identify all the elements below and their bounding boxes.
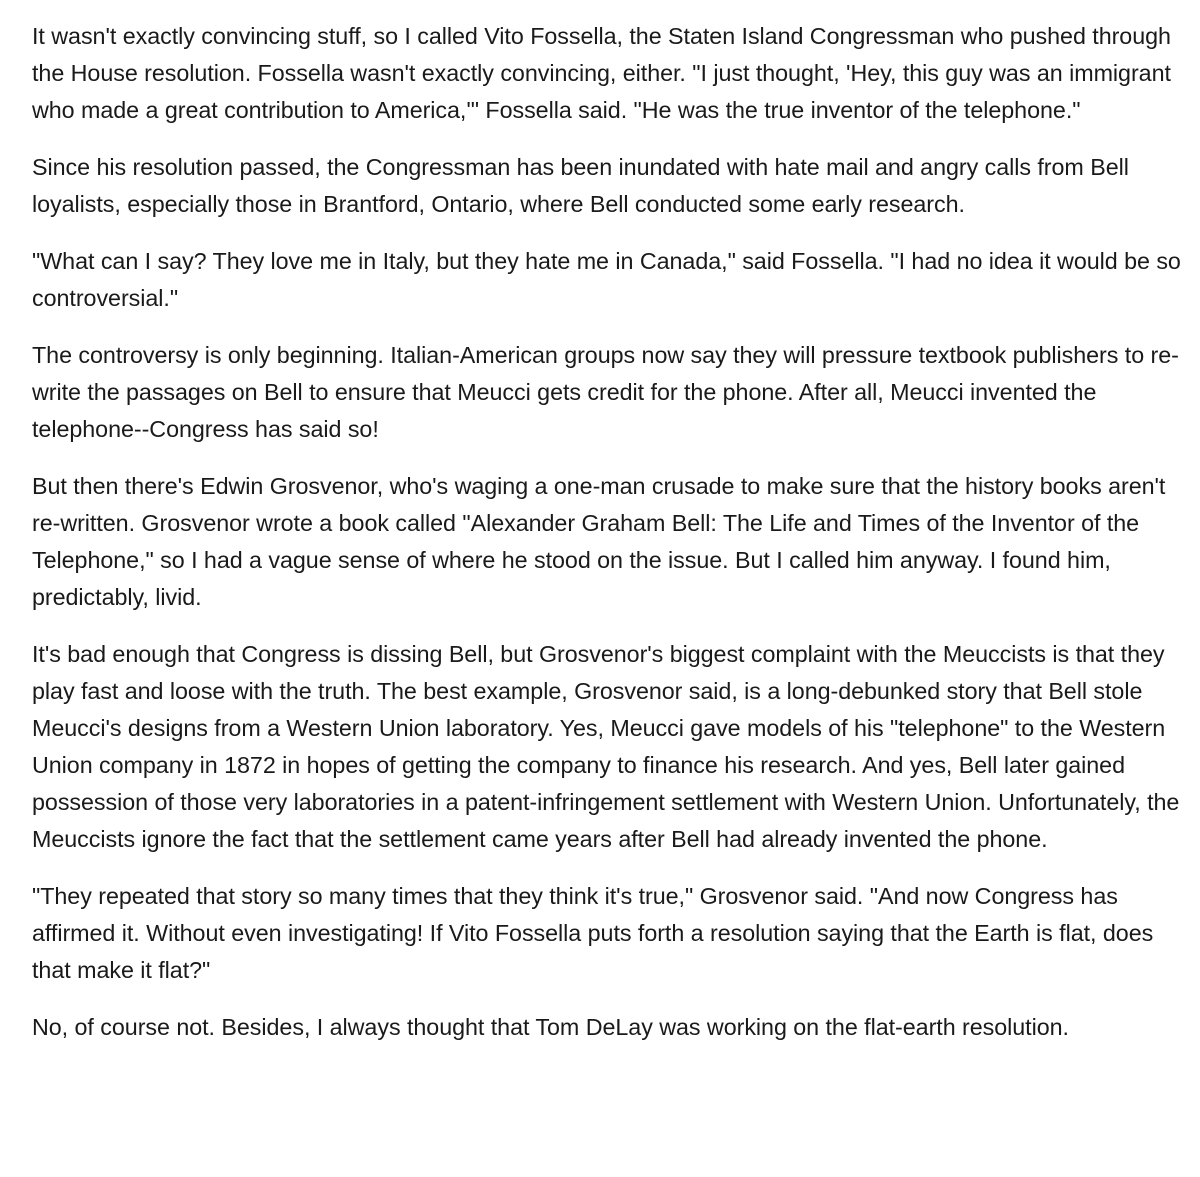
paragraph-hate-mail: Since his resolution passed, the Congressman has been inundated with hate mail and angry calls from Bell loyalists, especially those in Brantford, Ontario, where Bell conducted some early research. — [32, 154, 1129, 217]
paragraph-fossella-call: It wasn't exactly convincing stuff, so I called Vito Fossella, the Staten Island Congressman who pushed through the House resolution. Fossella wasn't exactly convincing, either. "I just thought, 'Hey, this guy was an immigrant who made a great contribution to America,'" Fossella said. "He was the true inventor of the telephone." — [32, 23, 1171, 123]
paragraph-western-union-story: It's bad enough that Congress is dissing Bell, but Grosvenor's biggest complaint with the Meuccists is that they play fast and loose with the truth. The best example, Grosvenor said, is a long-debunked story that Bell stole Meucci's designs from a Western Union laboratory. Yes, Meucci gave models of his "telephone" to the Western Union company in 1872 in hopes of getting the company to finance his research. And yes, Bell later gained possession of those very laboratories in a patent-infringement settlement with Western Union. Unfortunately, the Meuccists ignore the fact that the settlement came years after Bell had already invented the phone. — [32, 641, 1180, 852]
article-body — [32, 18, 1182, 1046]
paragraph-controversy-beginning: The controversy is only beginning. Italian-American groups now say they will pressure textbook publishers to re-write the passages on Bell to ensure that Meucci gets credit for the phone. After all, Meucci invented the telephone--Congress has said so! — [32, 342, 1179, 442]
paragraph-edwin-grosvenor: But then there's Edwin Grosvenor, who's waging a one-man crusade to make sure that the history books aren't re-written. Grosvenor wrote a book called "Alexander Graham Bell: The Life and Times of the Inventor of the Telephone," so I had a vague sense of where he stood on the issue. But I called him anyway. I found him, predictably, livid. — [32, 473, 1166, 610]
paragraph-italy-canada-quote: "What can I say? They love me in Italy, but they hate me in Canada," said Fossella. "I had no idea it would be so controversial." — [32, 248, 1181, 311]
paragraph-flat-earth-quote: "They repeated that story so many times that they think it's true," Grosvenor said. "And now Congress has affirmed it. Without even investigating! If Vito Fossella puts forth a resolution saying that the Earth is flat, does that make it flat?" — [32, 883, 1154, 983]
paragraph-conclusion: No, of course not. Besides, I always thought that Tom DeLay was working on the flat-earth resolution. — [32, 1014, 1069, 1040]
